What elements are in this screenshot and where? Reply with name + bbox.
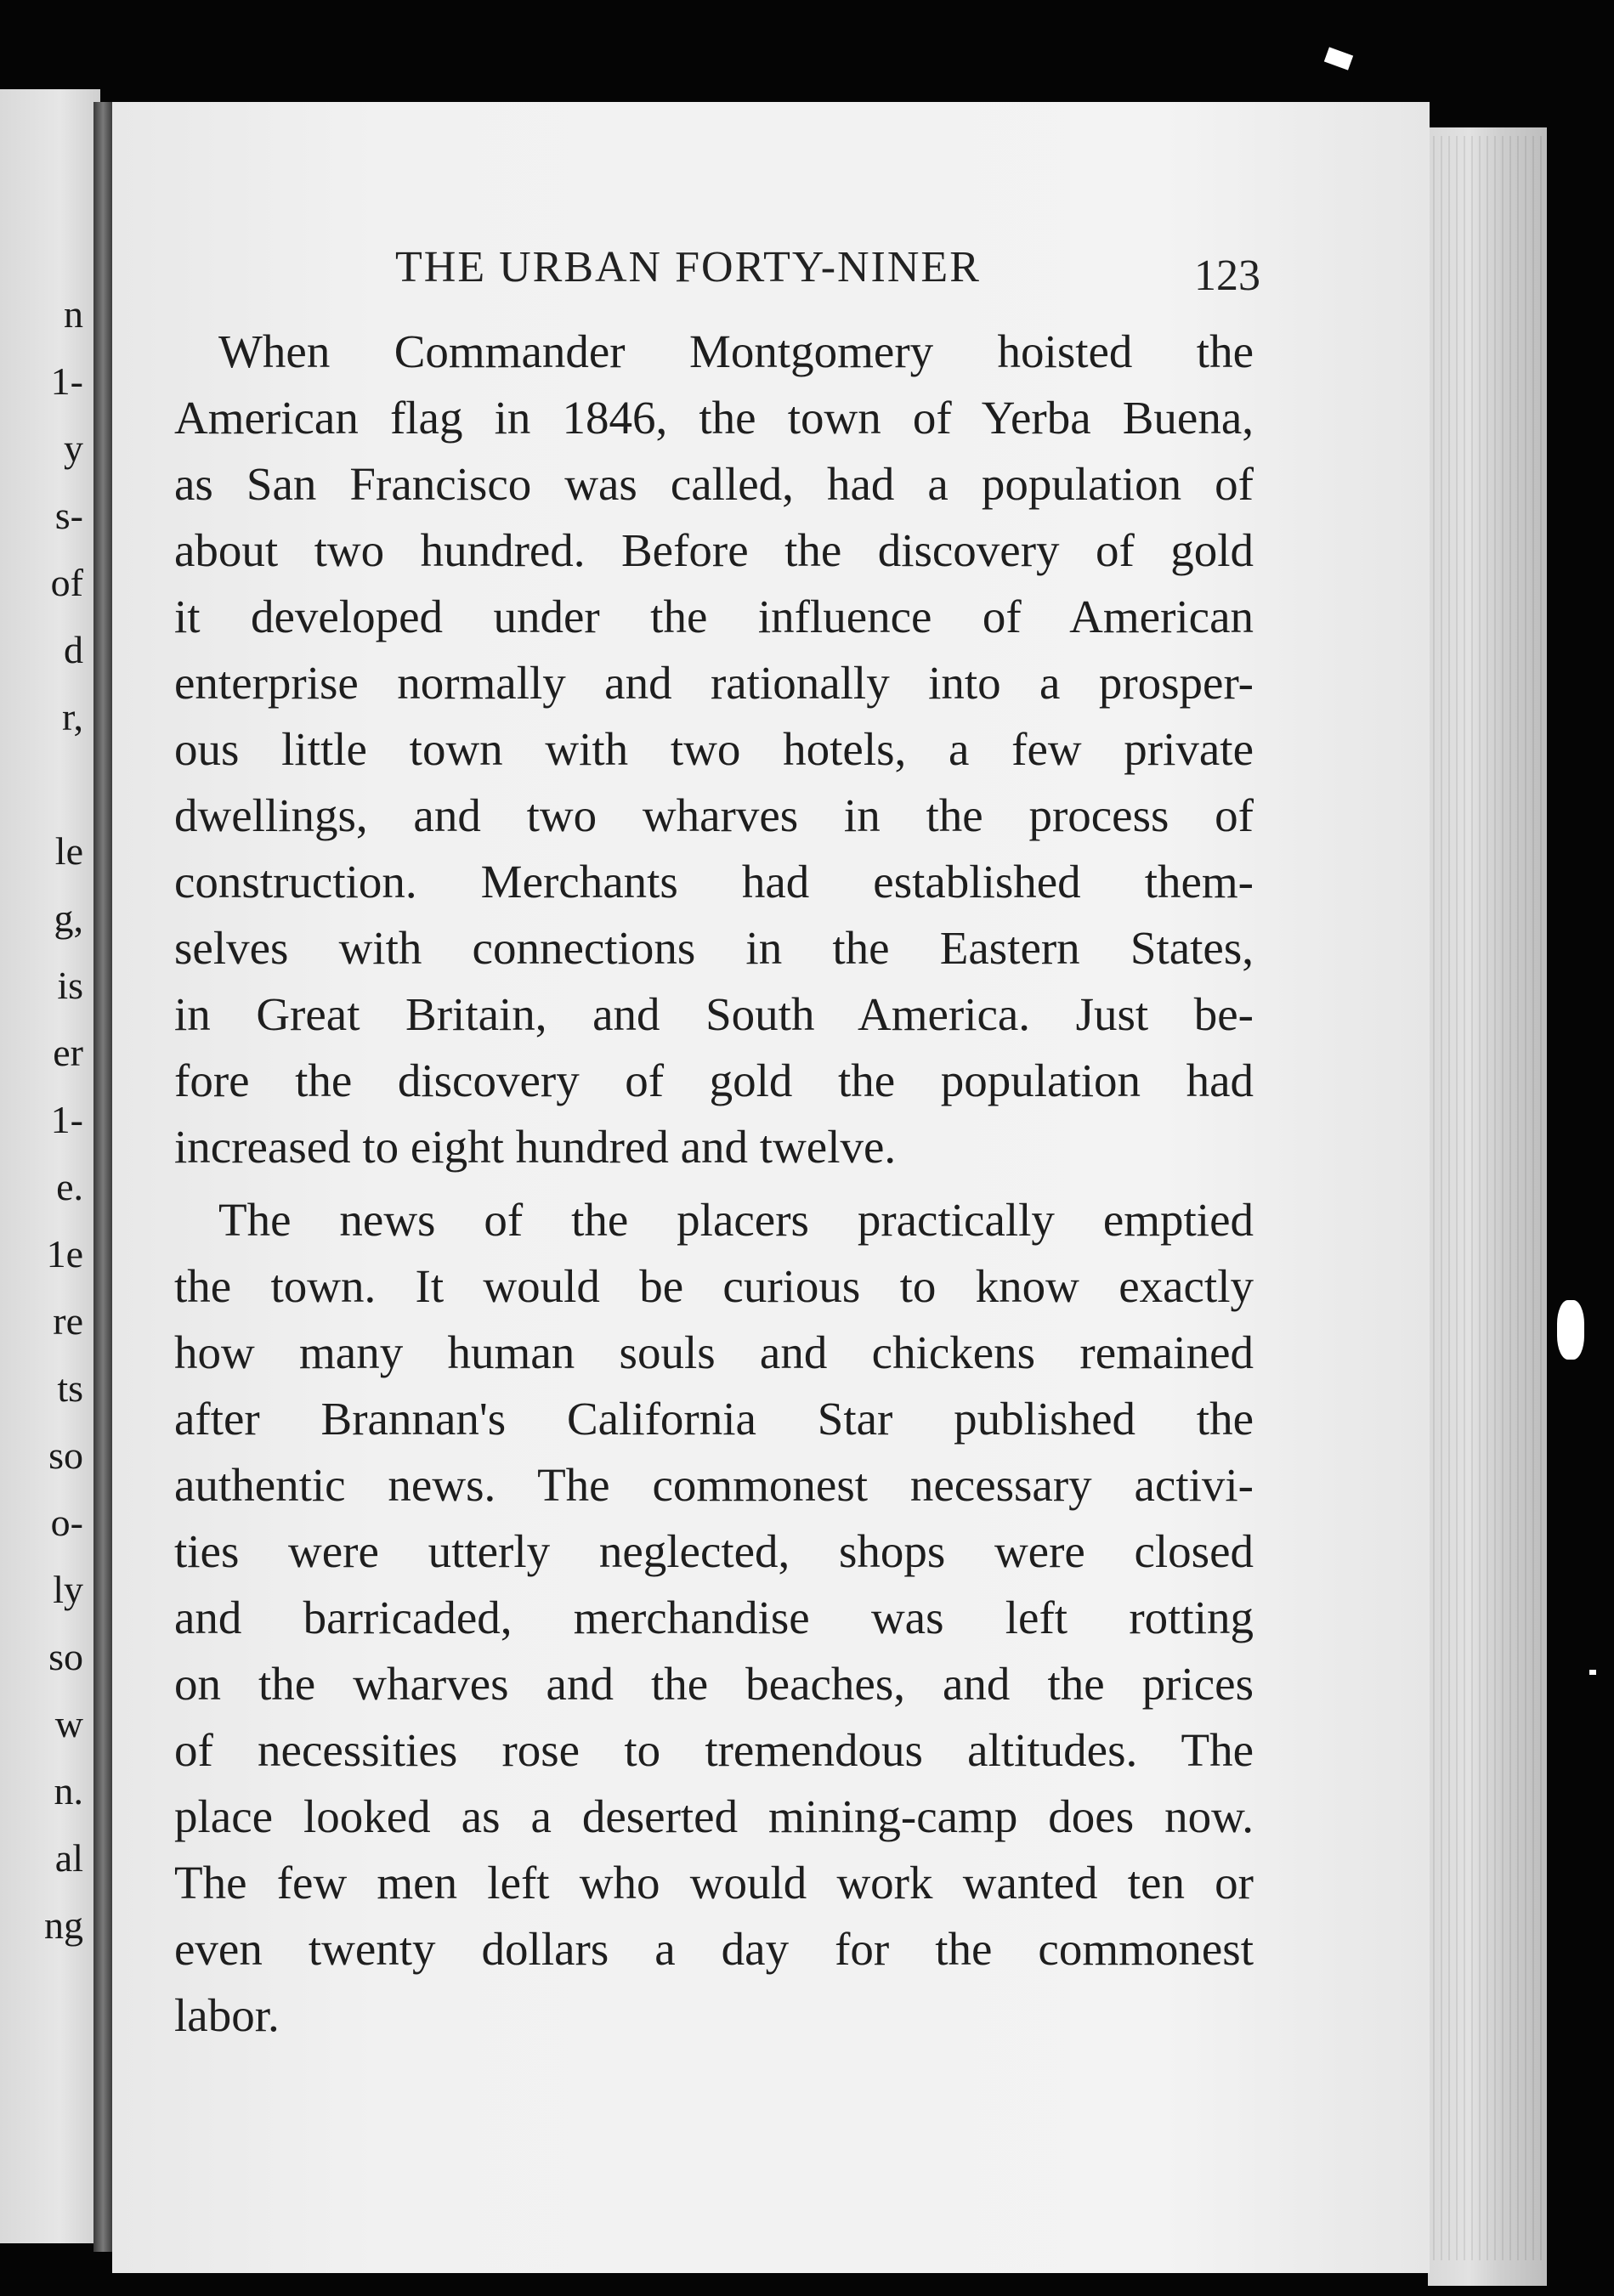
text-line: it developed under the influence of American (174, 591, 1254, 642)
left-page-fragment: r, (62, 695, 83, 738)
left-page-fragment: w (54, 1702, 83, 1745)
text-line: construction. Merchants had established them- (174, 856, 1254, 908)
paragraph-gap (174, 1180, 1254, 1187)
left-page-fragment: er (53, 1031, 83, 1074)
left-page-fragment: ng (44, 1903, 83, 1947)
text-line: place looked as a deserted mining-camp does now. (174, 1790, 1254, 1842)
text-line: even twenty dollars a day for the commonest (174, 1923, 1254, 1975)
left-page-fragment: n. (54, 1769, 83, 1812)
left-page-fragment: y (64, 427, 83, 470)
text-line: The news of the placers practically emptied (218, 1194, 1254, 1246)
text-line: and barricaded, merchandise was left rotting (174, 1592, 1254, 1643)
text-line: ties were utterly neglected, shops were closed (174, 1525, 1254, 1577)
left-page-text-fragments (0, 280, 93, 1959)
text-line: as San Francisco was called, had a population of (174, 458, 1254, 510)
text-line: authentic news. The commonest necessary activi- (174, 1459, 1254, 1511)
left-page-fragment: is (57, 964, 83, 1007)
text-line: labor. (174, 1989, 280, 2041)
left-page-fragment: re (53, 1299, 83, 1343)
text-line: the town. It would be curious to know exactly (174, 1260, 1254, 1312)
text-line: dwellings, and two wharves in the process of (174, 789, 1254, 841)
paragraph (174, 1187, 1254, 2049)
left-page-fragment: d (64, 628, 83, 671)
left-page-fragment: 1- (50, 1098, 83, 1141)
text-line: in Great Britain, and South America. Just be- (174, 988, 1254, 1040)
text-line: how many human souls and chickens remained (174, 1326, 1254, 1378)
text-line: When Commander Montgomery hoisted the (218, 325, 1254, 377)
left-page-fragment: n (64, 292, 83, 336)
paragraph (174, 319, 1254, 1180)
left-page-fragment: s- (54, 494, 83, 537)
left-page-fragment (0, 750, 93, 817)
text-line: of necessities rose to tremendous altitudes. The (174, 1724, 1254, 1776)
text-line: increased to eight hundred and twelve. (174, 1121, 897, 1173)
text-line: selves with connections in the Eastern States, (174, 922, 1254, 974)
text-line: about two hundred. Before the discovery of gold (174, 524, 1254, 576)
text-line: The few men left who would work wanted ten or (174, 1857, 1254, 1909)
text-line: fore the discovery of gold the population had (174, 1055, 1254, 1106)
left-page-fragment: g, (54, 896, 83, 940)
dust-speck (1589, 1670, 1596, 1675)
left-page-fragment: so (48, 1635, 83, 1678)
body-text (174, 319, 1254, 2049)
left-page-fragment: ts (57, 1366, 83, 1410)
text-line: enterprise normally and rationally into a prosper- (174, 657, 1254, 709)
left-page-fragment: 1- (50, 359, 83, 403)
text-line: American flag in 1846, the town of Yerba Buena, (174, 392, 1254, 444)
left-page-fragment: of (50, 561, 83, 604)
left-page-fragment: e. (56, 1165, 83, 1208)
text-line: after Brannan's California Star published the (174, 1393, 1254, 1445)
text-line: on the wharves and the beaches, and the prices (174, 1658, 1254, 1710)
page-stack-lines (1433, 136, 1543, 2260)
left-page-fragment: al (54, 1836, 83, 1880)
page-number: 123 (1194, 252, 1260, 300)
text-line: ous little town with two hotels, a few private (174, 723, 1254, 775)
left-page-fragment: so (48, 1434, 83, 1477)
left-page-fragment: le (54, 829, 83, 873)
dust-speck (1557, 1300, 1584, 1360)
running-head: THE URBAN FORTY-NINER (395, 243, 981, 291)
left-page-fragment: ly (53, 1568, 83, 1611)
left-page-fragment: 1e (46, 1232, 83, 1275)
left-page-fragment: o- (50, 1501, 83, 1544)
